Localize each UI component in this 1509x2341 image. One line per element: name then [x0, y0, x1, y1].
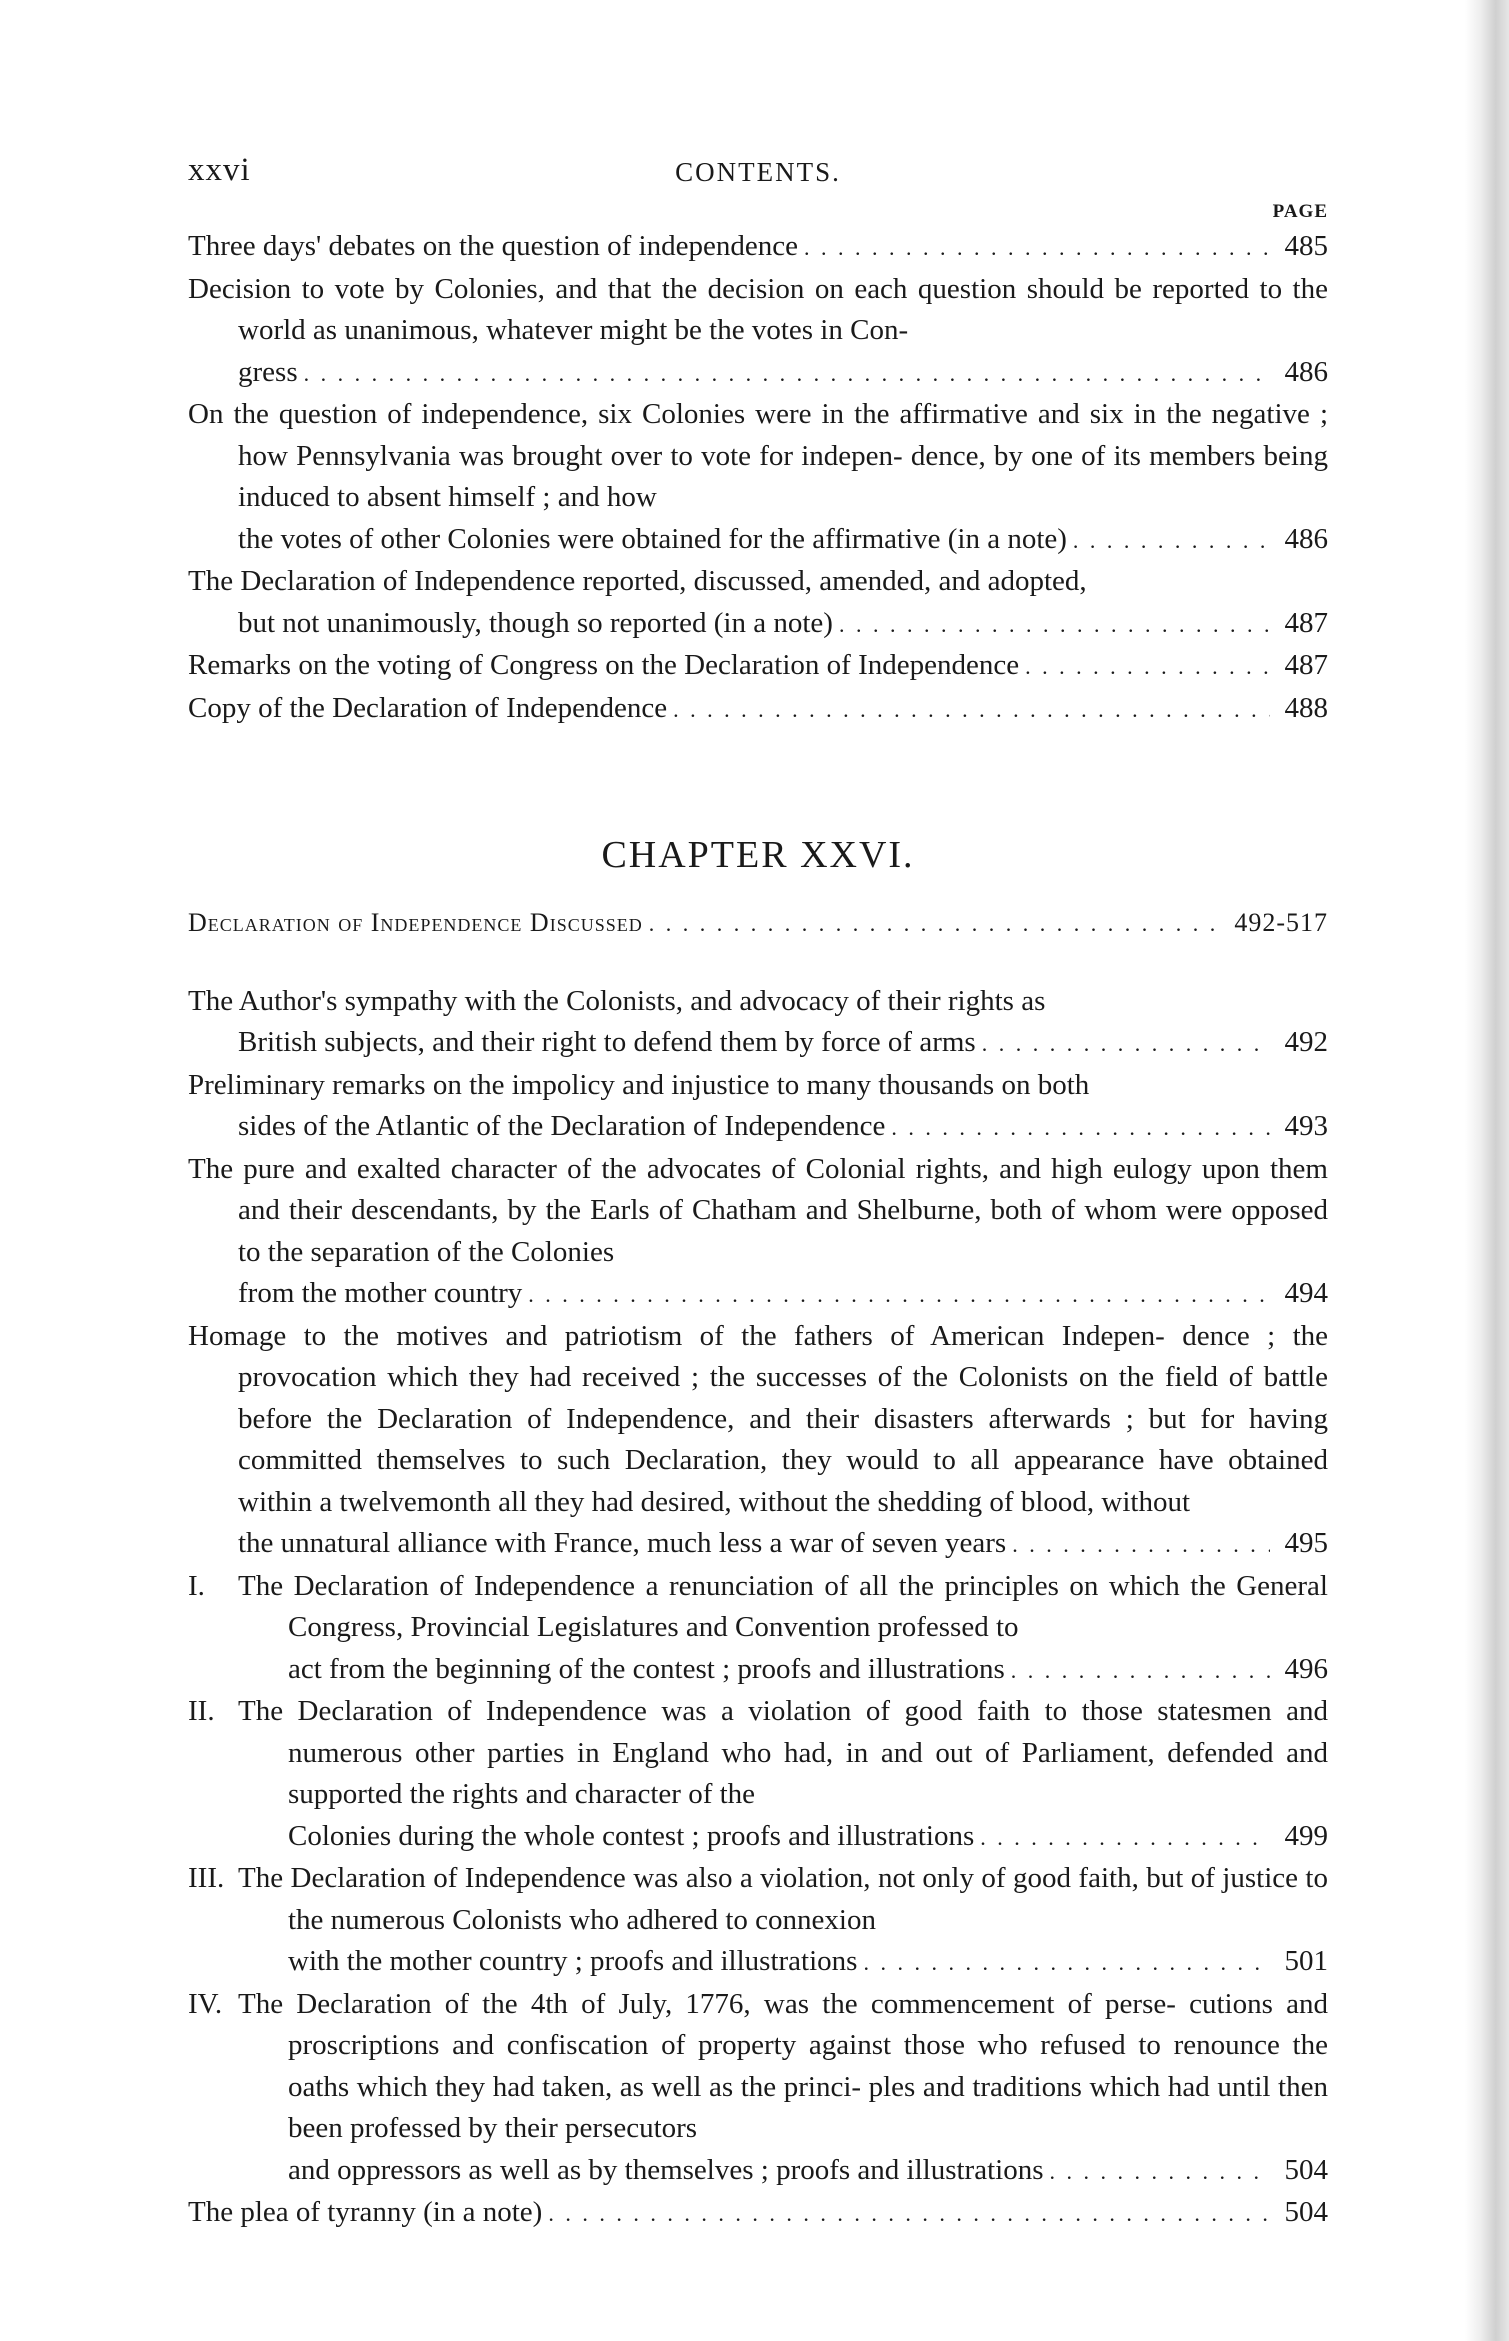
entry-page: 493: [1284, 1110, 1328, 1142]
entry-numeral: III.: [188, 1862, 225, 1894]
toc-entry: [188, 269, 1328, 395]
entry-page: 504: [1284, 2153, 1328, 2186]
toc-entry: [188, 226, 1328, 269]
entry-numeral: IV.: [188, 1987, 223, 2020]
page-column-label: PAGE: [1272, 201, 1328, 222]
chapter-subtitle-row: [188, 902, 1328, 945]
entry-page: 487: [1284, 606, 1328, 639]
entry-text: The Declaration of Independence a renunciation of all the principles on which the General Congress, Provincial Legislatures and Convention professed to: [238, 1569, 1328, 1643]
entry-text: Homage to the motives and patriotism of the fathers of American Indepen- dence ; the provocation which they had received ; the successes of the Colonists on the field of battle before the Declaration of Independence, and their disasters afterwards ; but for having committed themselves to such Declaration, they would to all appearance have obtained within a twelvemonth all they had desired, without the shedding of blood, without: [188, 1319, 1328, 1518]
dot-leader: [1012, 1524, 1270, 1566]
entry-page: 495: [1284, 1527, 1328, 1559]
entry-text: Decision to vote by Colonies, and that the decision on each question should be reported to the world as unanimous, whatever might be the votes in Con-: [188, 272, 1328, 346]
entry-numeral: I.: [188, 1569, 205, 1602]
toc-entry: [188, 561, 1328, 645]
entry-text: The plea of tyranny (in a note): [188, 2196, 543, 2228]
chapter-title: CHAPTER XXVI.: [601, 834, 915, 876]
entry-text-end: act from the beginning of the contest ; proofs and illustrations: [288, 1652, 1005, 1685]
dot-leader: [1073, 520, 1270, 562]
dot-leader: [548, 2193, 1270, 2235]
dot-leader: [1011, 1650, 1270, 1692]
entry-text-end: the votes of other Colonies were obtained for the affirmative (in a note): [238, 522, 1067, 555]
entry-text-end: Colonies during the whole contest ; proofs and illustrations: [288, 1819, 975, 1852]
entry-text: Remarks on the voting of Congress on the Declaration of Independence: [188, 649, 1020, 681]
entry-text-end: from the mother country: [238, 1277, 523, 1309]
entry-page: 496: [1284, 1652, 1328, 1685]
entry-text: The Declaration of the 4th of July, 1776, was the commencement of perse- cutions and proscriptions and confiscation of property against those who refused to renounce the oaths which they had taken, as well as the princi- ples and traditions which had until then been professed by their persecutors: [238, 1987, 1328, 2144]
entry-page: 488: [1284, 691, 1328, 724]
dot-leader: [891, 1107, 1270, 1149]
entry-page: 486: [1284, 355, 1328, 388]
page-number: xxvi: [188, 152, 251, 188]
dot-leader: [839, 604, 1270, 646]
toc-entry: [188, 981, 1328, 1065]
entry-text: On the question of independence, six Colonies were in the affirmative and six in the negative ; how Pennsylvania was brought over to vote for indepen- dence, by one of its members being induced to absent himself ; and how: [188, 398, 1328, 513]
chapter-page-range: 492-517: [1234, 908, 1328, 937]
toc-entry-numbered: [188, 1858, 1328, 1984]
dot-leader: [1025, 646, 1270, 688]
toc-entry: [188, 645, 1328, 688]
entry-text-end: the unnatural alliance with France, much less a war of seven years: [238, 1527, 1007, 1559]
dot-leader: [863, 1942, 1270, 1984]
chapter-entries: [188, 981, 1328, 2235]
entry-text-end: but not unanimously, though so reported (in a note): [238, 606, 833, 639]
dot-leader: [982, 1023, 1270, 1065]
entry-text-end: sides of the Atlantic of the Declaration of Independence: [238, 1110, 886, 1142]
entry-text: The pure and exalted character of the advocates of Colonial rights, and high eulogy upon them and their descendants, by the Earls of Chatham and Shelburne, both of whom were opposed to the separation of the Colonies: [188, 1152, 1328, 1268]
entry-text: Three days' debates on the question of independence: [188, 230, 798, 262]
dot-leader: [649, 903, 1229, 945]
toc-entry: [188, 688, 1328, 731]
entry-page: 504: [1284, 2196, 1328, 2228]
toc-entry: [188, 1316, 1328, 1566]
entry-text: The Author's sympathy with the Colonists, and advocacy of their rights as: [188, 984, 1046, 1017]
toc-entry: [188, 1149, 1328, 1316]
toc-entry: [188, 2192, 1328, 2235]
entry-text: Copy of the Declaration of Independence: [188, 691, 668, 724]
toc-entry: [188, 394, 1328, 561]
toc-entry: [188, 1065, 1328, 1149]
page-header: [188, 150, 1328, 194]
dot-leader: [528, 1274, 1270, 1316]
entry-numeral: II.: [188, 1695, 215, 1727]
entry-text: The Declaration of Independence was also a violation, not only of good faith, but of justice to the numerous Colonists who adhered to connexion: [238, 1862, 1328, 1936]
toc-entry-numbered: [188, 1566, 1328, 1692]
entry-text: The Declaration of Independence was a violation of good faith to those statesmen and numerous other parties in England who had, in and out of Parliament, defended and supported the rights and character of the: [238, 1695, 1328, 1810]
entry-text: Preliminary remarks on the impolicy and injustice to many thousands on both: [188, 1068, 1090, 1101]
entry-text: The Declaration of Independence reported, discussed, amended, and adopted,: [188, 565, 1087, 597]
entry-page: 487: [1284, 649, 1328, 681]
dot-leader: [1050, 2151, 1271, 2193]
entry-page: 492: [1284, 1026, 1328, 1058]
entry-page: 499: [1284, 1819, 1328, 1852]
entry-page: 494: [1284, 1277, 1328, 1309]
page-edge-shadow: [1465, 0, 1509, 2341]
entry-page: 486: [1284, 522, 1328, 555]
entry-text-end: and oppressors as well as by themselves ; proofs and illustrations: [288, 2153, 1044, 2186]
toc-entry-numbered: [188, 1984, 1328, 2193]
running-title: CONTENTS.: [675, 157, 841, 187]
toc-entry-numbered: [188, 1691, 1328, 1858]
dot-leader: [980, 1817, 1270, 1859]
entry-text-end: British subjects, and their right to defend them by force of arms: [238, 1026, 976, 1058]
chapter-subtitle: Declaration of Independence Discussed: [188, 908, 643, 937]
dot-leader: [673, 689, 1270, 731]
entry-page: 485: [1284, 230, 1328, 262]
dot-leader: [304, 353, 1270, 395]
dot-leader: [804, 227, 1270, 269]
entry-page: 501: [1284, 1945, 1328, 1977]
contents-page: [188, 150, 1328, 2235]
entry-text-end: with the mother country ; proofs and illustrations: [288, 1945, 858, 1977]
entry-text-end: gress: [238, 355, 298, 388]
